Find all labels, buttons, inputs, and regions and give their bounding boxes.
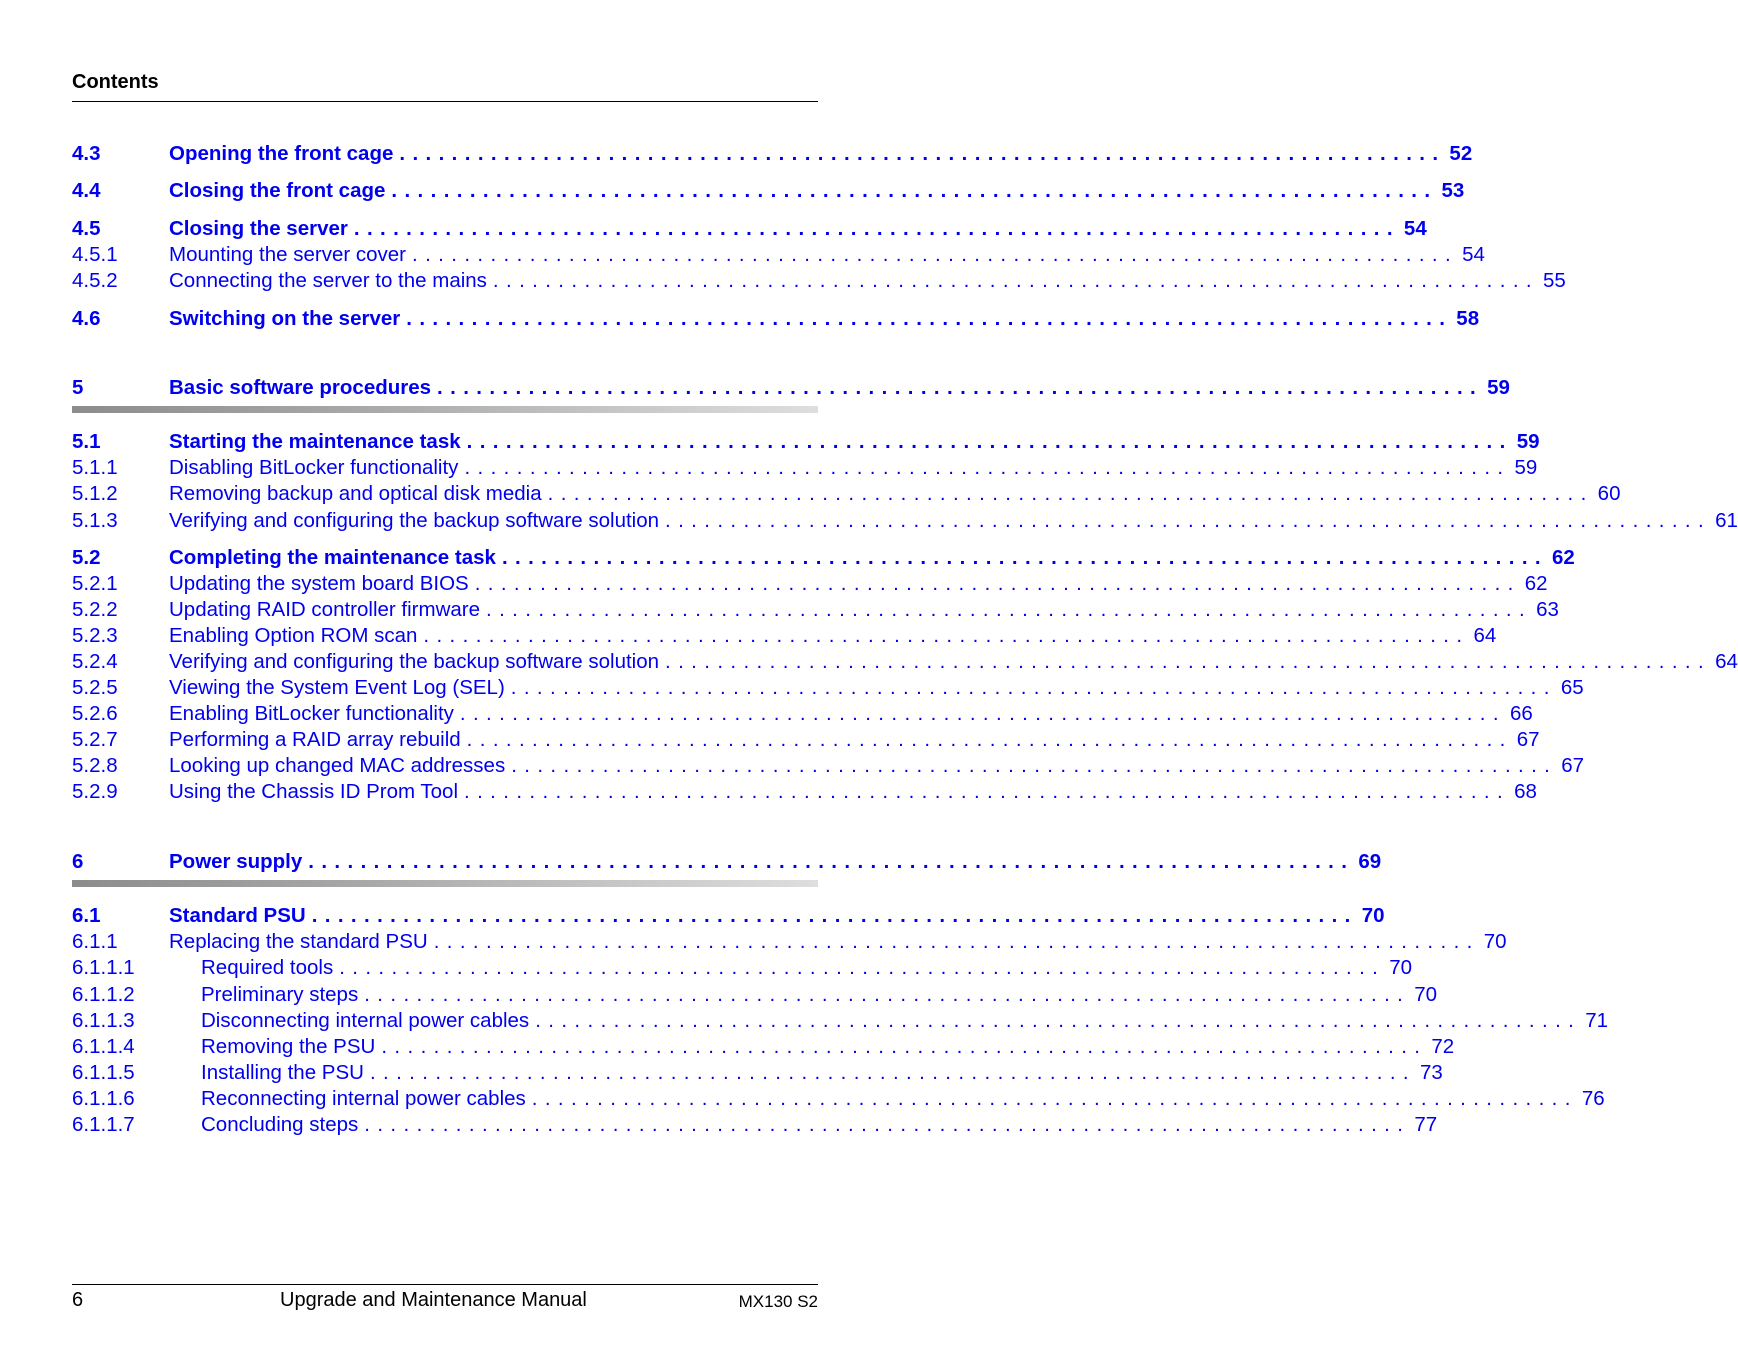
toc-entry[interactable] [72,929,1507,955]
toc-page-number: 59 [1510,455,1537,481]
toc-section-title: Enabling BitLocker functionality [169,701,460,727]
toc-section-number: 5.2 [72,546,101,569]
toc-entry[interactable] [72,306,1480,332]
toc-section-title: Opening the front cage [169,141,399,167]
toc-dot-leader: ................................................................................ [406,307,1453,330]
footer-page-number: 6 [72,1289,84,1311]
toc-section-number: 5.1.3 [72,509,118,532]
toc-section-title: Removing the PSU [201,1034,381,1060]
toc-section-number: 6.1.1.2 [72,983,135,1006]
toc-section-title: Power supply [169,849,308,875]
toc-dot-leader: ................................................................................ [486,598,1533,621]
toc-section-title: Closing the server [169,216,354,242]
toc-page-number: 77 [1410,1112,1437,1138]
toc-dot-leader: ................................................................................ [665,650,1712,673]
toc-entry[interactable] [72,701,1533,727]
toc-section-number: 6.1.1.7 [72,1113,135,1136]
toc-section-number: 5.2.7 [72,728,118,751]
toc-section-number: 5.2.9 [72,780,118,803]
toc-entry[interactable] [72,982,1438,1008]
toc-dot-leader: ................................................................................ [510,676,1557,699]
toc-section-number: 4.5.1 [72,243,118,266]
toc-entry[interactable] [72,242,1485,268]
toc-entry[interactable] [72,178,1465,204]
toc-section-number: 6.1.1.1 [72,956,135,979]
toc-page-number: 60 [1594,481,1621,507]
toc-page-number: 67 [1513,727,1540,753]
toc-section-title: Installing the PSU [201,1060,370,1086]
toc-entry[interactable] [72,1008,1609,1034]
toc-dot-leader: ................................................................................ [531,1087,1578,1110]
toc-section-number: 4.6 [72,307,101,330]
toc-section-title: Preliminary steps [201,982,364,1008]
toc-entry[interactable] [72,727,1540,753]
toc-entry[interactable] [72,375,1510,401]
toc-dot-leader: ................................................................................ [311,904,1358,927]
toc-entry[interactable] [72,1112,1438,1138]
toc-entry[interactable] [72,903,1385,929]
toc-entry[interactable] [72,268,1566,294]
toc-page-number: 59 [1513,429,1540,455]
toc-entry[interactable] [72,481,1621,507]
toc-page-number: 70 [1358,903,1385,929]
toc-section-title: Connecting the server to the mains [169,268,493,294]
toc-section-title: Removing backup and optical disk media [169,481,548,507]
footer-manual-title: Upgrade and Maintenance Manual [280,1289,587,1311]
toc-dot-leader: ................................................................................ [511,754,1558,777]
toc-dot-leader: ................................................................................ [474,572,1521,595]
toc-page-number: 69 [1354,849,1381,875]
toc-section-number: 4.4 [72,179,101,202]
toc-section-title: Starting the maintenance task [169,429,467,455]
toc-entry[interactable] [72,597,1559,623]
toc-dot-leader: ................................................................................ [464,780,1511,803]
toc-page-number: 64 [1469,623,1496,649]
toc-section-number: 4.5.2 [72,269,118,292]
toc-section-number: 6.1.1.5 [72,1061,135,1084]
toc-section-title: Enabling Option ROM scan [169,623,423,649]
toc-page-number: 62 [1548,545,1575,571]
toc-entry[interactable] [72,1086,1605,1112]
toc-page-number: 52 [1445,141,1472,167]
toc-section-title: Updating the system board BIOS [169,571,475,597]
toc-page-number: 65 [1557,675,1584,701]
toc-dot-leader: ................................................................................ [381,1035,1428,1058]
toc-entry[interactable] [72,779,1537,805]
toc-dot-leader: ................................................................................ [399,142,1446,165]
toc-dot-leader: ................................................................................ [665,509,1712,532]
toc-section-number: 4.5 [72,217,101,240]
toc-section-title: Reconnecting internal power cables [201,1086,532,1112]
toc-dot-leader: ................................................................................ [459,702,1506,725]
toc-section-number: 5.1.2 [72,482,118,505]
toc-entry[interactable] [72,623,1497,649]
toc-dot-leader: ................................................................................ [353,217,1400,240]
toc-section-number: 4.3 [72,142,101,165]
toc-dot-leader: ................................................................................ [369,1061,1416,1084]
toc-page-number: 59 [1483,375,1510,401]
toc-section-number: 5.2.8 [72,754,118,777]
toc-section-number: 6.1 [72,904,101,927]
toc-section-number: 5.1 [72,430,101,453]
toc-dot-leader: ................................................................................ [423,624,1470,647]
toc-dot-leader: ................................................................................ [412,243,1459,266]
toc-page-number: 70 [1385,955,1412,981]
toc-dot-leader: ................................................................................ [466,728,1513,751]
toc-page-number: 76 [1578,1086,1605,1112]
toc-dot-leader: ................................................................................ [535,1009,1582,1032]
toc-page-number: 58 [1452,306,1479,332]
toc-section-number: 6 [72,850,84,873]
toc-dot-leader: ................................................................................ [339,956,1386,979]
toc-dot-leader: ................................................................................ [501,546,1548,569]
toc-page-number: 62 [1521,571,1548,597]
toc-dot-leader: ................................................................................ [466,430,1513,453]
toc-entry[interactable] [72,1060,1443,1086]
chapter-5-divider-bar [72,406,818,413]
toc-section-title: Basic software procedures [169,375,437,401]
toc-entry[interactable] [72,649,1738,675]
toc-section-number: 5.2.5 [72,676,118,699]
toc-entry[interactable] [72,508,1738,534]
footer-model-name: MX130 S2 [738,1292,818,1311]
toc-section-number: 6.1.1.4 [72,1035,135,1058]
toc-section-title: Closing the front cage [169,178,391,204]
toc-section-title: Looking up changed MAC addresses [169,753,511,779]
toc-page-number: 67 [1557,753,1584,779]
toc-section-title: Switching on the server [169,306,406,332]
toc-dot-leader: ................................................................................ [547,482,1594,505]
toc-section-title: Completing the maintenance task [169,545,502,571]
toc-section-title: Mounting the server cover [169,242,412,268]
toc-section-title: Concluding steps [201,1112,364,1138]
toc-page-number: 73 [1416,1060,1443,1086]
toc-section-title: Required tools [201,955,339,981]
toc-dot-leader: ................................................................................ [437,376,1484,399]
toc-page-number: 66 [1506,701,1533,727]
running-header-title: Contents [72,71,159,93]
toc-entry[interactable] [72,571,1548,597]
toc-section-number: 5.1.1 [72,456,118,479]
toc-section-title: Replacing the standard PSU [169,929,434,955]
toc-section-title: Verifying and configuring the backup software solution [169,649,665,675]
toc-section-number: 6.1.1.6 [72,1087,135,1110]
toc-section-title: Performing a RAID array rebuild [169,727,467,753]
toc-section-title: Updating RAID controller firmware [169,597,486,623]
toc-page-number: 61 [1711,508,1738,534]
toc-page-number: 70 [1410,982,1437,1008]
toc-section-number: 5 [72,376,84,399]
toc-page-number: 53 [1437,178,1464,204]
toc-dot-leader: ................................................................................ [433,930,1480,953]
header-divider [72,101,818,102]
toc-page-number: 55 [1539,268,1566,294]
toc-entry[interactable] [72,141,1473,167]
toc-section-title: Standard PSU [169,903,312,929]
toc-section-title: Viewing the System Event Log (SEL) [169,675,511,701]
toc-page-number: 54 [1400,216,1427,242]
toc-entry[interactable] [72,216,1427,242]
toc-section-number: 6.1.1 [72,930,118,953]
toc-page-number: 72 [1427,1034,1454,1060]
toc-dot-leader: ................................................................................ [308,850,1355,873]
toc-dot-leader: ................................................................................ [464,456,1511,479]
toc-entry[interactable] [72,455,1538,481]
toc-section-number: 5.2.6 [72,702,118,725]
toc-page-number: 68 [1510,779,1537,805]
toc-section-number: 6.1.1.3 [72,1009,135,1032]
toc-section-number: 5.2.1 [72,572,118,595]
toc-entry[interactable] [72,429,1540,455]
toc-entry[interactable] [72,955,1413,981]
toc-section-number: 5.2.4 [72,650,118,673]
toc-section-title: Using the Chassis ID Prom Tool [169,779,464,805]
toc-entry[interactable] [72,545,1575,571]
toc-page-number: 71 [1581,1008,1608,1034]
toc-dot-leader: ................................................................................ [492,269,1539,292]
toc-dot-leader: ................................................................................ [391,179,1438,202]
toc-page-number: 54 [1458,242,1485,268]
footer-divider [72,1284,818,1285]
toc-section-number: 5.2.2 [72,598,118,621]
toc-section-title: Disconnecting internal power cables [201,1008,535,1034]
toc-entry[interactable] [72,675,1584,701]
toc-page-number: 63 [1532,597,1559,623]
chapter-6-divider-bar [72,880,818,887]
toc-section-number: 5.2.3 [72,624,118,647]
toc-page-number: 70 [1480,929,1507,955]
toc-entry[interactable] [72,849,1382,875]
toc-section-title: Disabling BitLocker functionality [169,455,464,481]
toc-entry[interactable] [72,753,1585,779]
toc-page-number: 64 [1711,649,1738,675]
toc-entry[interactable] [72,1034,1455,1060]
toc-section-title: Verifying and configuring the backup software solution [169,508,665,534]
toc-dot-leader: ................................................................................ [364,1113,1411,1136]
toc-dot-leader: ................................................................................ [364,983,1411,1006]
